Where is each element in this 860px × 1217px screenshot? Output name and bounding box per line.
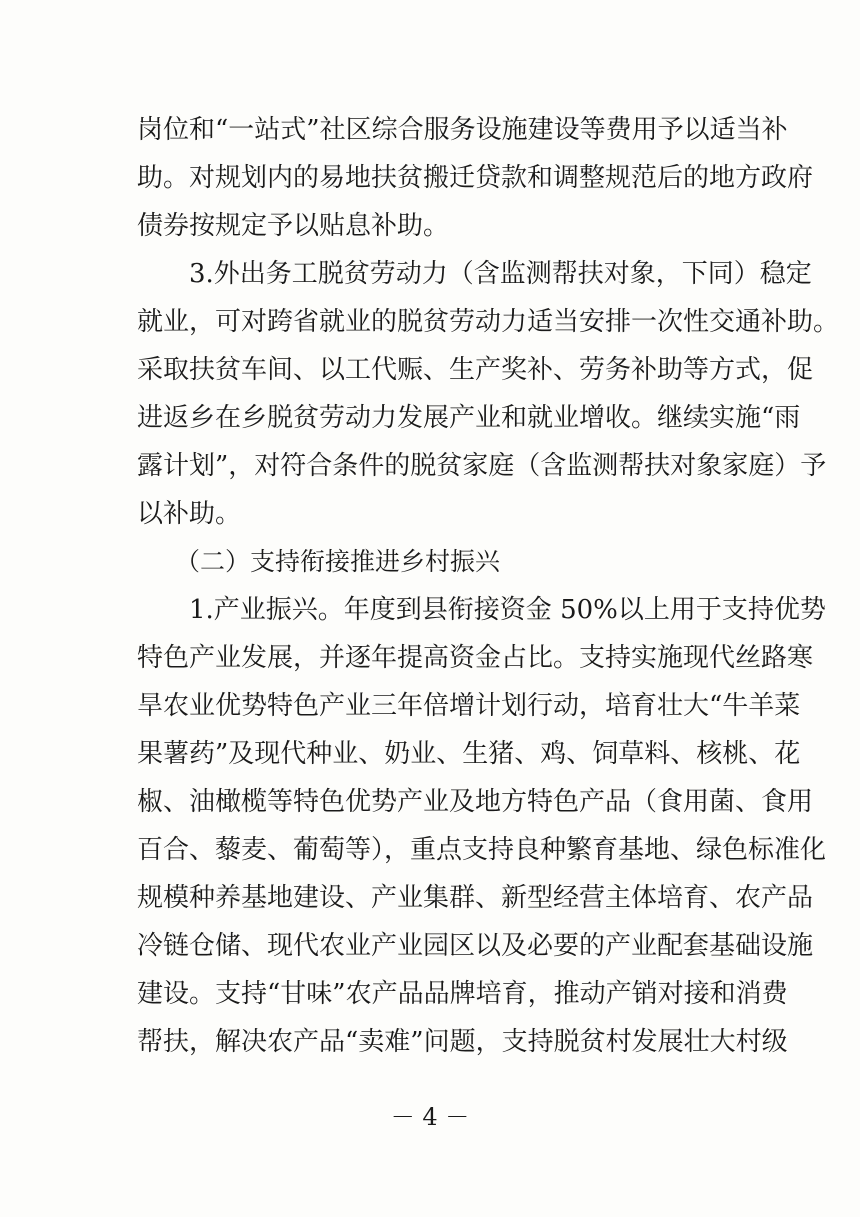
text-line: 采取扶贫车间、以工代赈、生产奖补、劳务补助等方式，促 (137, 355, 814, 385)
text-line: 助。对规划内的易地扶贫搬迁贷款和调整规范后的地方政府 (137, 163, 814, 193)
text-line: 露计划”，对符合条件的脱贫家庭（含监测帮扶对象家庭）予 (137, 451, 827, 481)
text-line: 果薯药”及现代种业、奶业、生猪、鸡、饲草料、核桃、花 (137, 739, 801, 769)
text-line: 冷链仓储、现代农业产业园区以及必要的产业配套基础设施 (137, 931, 814, 961)
section-heading: （二）支持衔接推进乡村振兴 (175, 547, 501, 576)
text-line: 债券按规定予以贴息补助。 (137, 211, 450, 241)
text-line: 椒、油橄榄等特色优势产业及地方特色产品（食用菌、食用 (137, 787, 814, 817)
text-line: 帮扶，解决农产品“卖难”问题，支持脱贫村发展壮大村级 (137, 1027, 788, 1057)
text-line: 旱农业优势特色产业三年倍增计划行动，培育壮大“牛羊菜 (137, 691, 801, 721)
text-line: 进返乡在乡脱贫劳动力发展产业和就业增收。继续实施“雨 (137, 403, 801, 433)
text-line: 就业，可对跨省就业的脱贫劳动力适当安排一次性交通补助。 (137, 307, 840, 337)
text-line: 3.外出务工脱贫劳动力（含监测帮扶对象，下同）稳定 (189, 259, 812, 289)
text-line: 规模种养基地建设、产业集群、新型经营主体培育、农产品 (137, 883, 814, 913)
text-line: 特色产业发展，并逐年提高资金占比。支持实施现代丝路寒 (137, 643, 814, 673)
text-line: 百合、藜麦、葡萄等），重点支持良种繁育基地、绿色标准化 (137, 835, 827, 865)
text-line: 岗位和“一站式”社区综合服务设施建设等费用予以适当补 (137, 115, 788, 145)
text-line: 建设。支持“甘味”农产品品牌培育，推动产销对接和消费 (137, 979, 788, 1009)
page-number: － 4 － (390, 1103, 470, 1131)
text-line: 1.产业振兴。年度到县衔接资金 50%以上用于支持优势 (189, 595, 826, 625)
text-line: 以补助。 (137, 499, 242, 529)
